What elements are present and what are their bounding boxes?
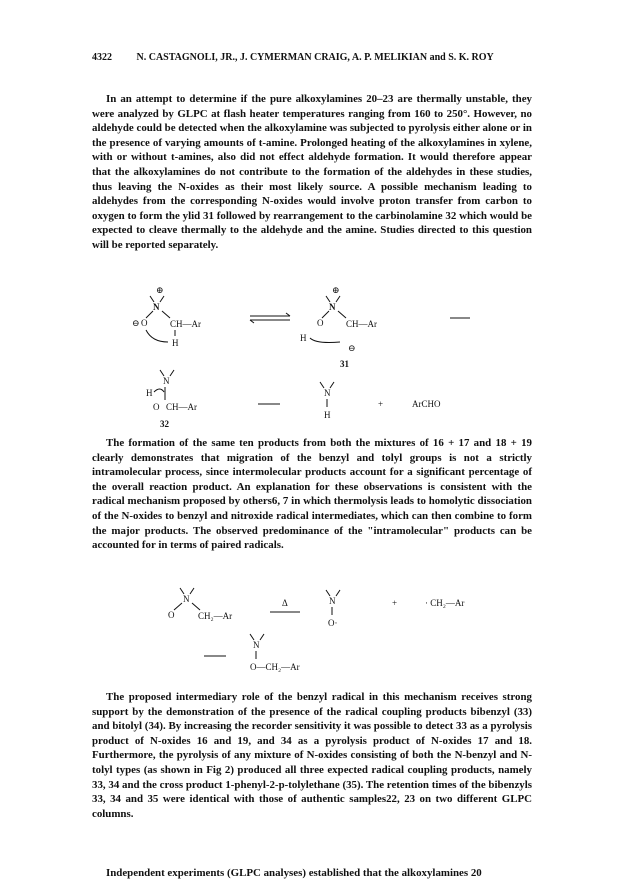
ch2-ar-label: CH₂—Ar — [198, 611, 233, 621]
h-atom-label: H — [172, 338, 179, 348]
o-atom-label: O — [317, 318, 324, 328]
scheme-radical-dissociation — [170, 588, 510, 678]
plus-sign: + — [392, 598, 398, 608]
archo-label: ArCHO — [412, 399, 441, 409]
running-header — [92, 52, 532, 63]
amine-product — [320, 382, 334, 420]
paragraph-1 — [92, 92, 532, 253]
plus-charge-label: ⊕ — [332, 285, 340, 295]
n-atom-label: N — [329, 596, 336, 606]
plus-sign: + — [378, 399, 384, 409]
n-atom-label: N — [329, 302, 336, 312]
h-atom-label: H — [146, 388, 153, 398]
delta-label: Δ — [282, 598, 288, 608]
n-oxide-structure — [168, 588, 232, 621]
compound-32-label: 32 — [160, 419, 169, 429]
minus-charge-label: ⊖ — [132, 318, 140, 328]
curved-arrow — [146, 330, 168, 342]
benzyl-radical-label: · CH₂—Ar — [425, 598, 465, 608]
o-radical-label: O· — [328, 618, 338, 628]
o-atom-label: O — [141, 318, 148, 328]
paragraph-2-text: The formation of the same ten products from both the mixtures of 16 + 17 and 18 + 19 clearly demonstrates that migration of the benzyl and tolyl groups is not a strictly intramolecular process, since intermolecular products account for a significant percentage of the overall reaction product. An explanation for these observations is consistent with the radical mechanism proposed by others6, 7 in which thermolysis leads to homolytic dissociation of the N-oxides to benzyl and nitroxide radical intermediates, which can then combine to form the major products. The observed predominance of the "intramolecular" products can be accounted for in terms of paired radicals. — [92, 437, 532, 552]
alkoxylamine-product — [250, 634, 300, 672]
o-atom-label: O — [153, 402, 160, 412]
h-atom-label: H — [300, 333, 307, 343]
n-atom-label: N — [324, 388, 331, 398]
paragraph-4-text: Independent experiments (GLPC analyses) established that the alkoxylamines 20 — [106, 867, 482, 879]
paragraph-2 — [92, 436, 532, 553]
paragraph-3 — [92, 690, 532, 821]
n-atom-label: N — [153, 302, 160, 312]
paragraph-3-text: The proposed intermediary role of the benzyl radical in this mechanism receives strong support by the demonstration of the presence of the radical coupling products bibenzyl (33) and bitolyl (34). By increasing the recorder sensitivity it was possible to detect 33 as a pyrolysis product of N-oxides 16 and 19, and 34 as a pyrolysis product of N-oxides 17 and 18. Furthermore, the pyrolysis of any mixture of N-oxides consisting of both the N-benzyl and N-tolyl types (as shown in Fig 2) produced all three expected radical coupling products, namely 33, 34 and the cross product 1-phenyl-2-p-tolylethane (35). The retention times of the bibenzyls 33, 34 and 35 were identical with those of authentic samples22, 23 on two different GLPC columns. — [92, 691, 532, 820]
o-atom-label: O — [168, 610, 175, 620]
ch-ar-label: CH—Ar — [166, 402, 197, 412]
o-ch2-ar-label: O—CH₂—Ar — [250, 662, 300, 672]
minus-charge-label: ⊖ — [348, 343, 356, 353]
paragraph-1-text: In an attempt to determine if the pure alkoxylamines 20–23 are thermally unstable, they were analyzed by GLPC at flash heater temperatures ranging from 160 to 250°. However, no aldehyde could be detected when the alkoxylamine was subjected to pyrolysis either alone or in the presence of varying amounts of t-amine. Prolonged heating of the alkoxylamines in xylene, with or without t-amines, also did not effect aldehyde formation. It would therefore appear that the alkoxylamines do not contribute to the formation of the aldehydes in these studies, thus leaving the N-oxides as their most likely source. A possible mechanism leading to aldehydes from the corresponding N-oxides would involve proton transfer from carbon to oxygen to form the ylid 31 followed by rearrangement to the carbinolamine 32 which would be expected to cleave thermally to the aldehyde and the amine. Studies directed to this question will be reported separately. — [92, 93, 532, 251]
n-oxide-structure — [132, 285, 201, 348]
curved-arrow — [310, 338, 340, 343]
paragraph-4 — [92, 866, 532, 881]
n-atom-label: N — [183, 594, 190, 604]
n-atom-label: N — [253, 640, 260, 650]
compound-31-label: 31 — [340, 359, 349, 369]
scheme-ylid-rearrangement — [132, 285, 520, 430]
curved-arrow — [154, 389, 164, 392]
page-number: 4322 — [92, 52, 112, 63]
carbinolamine-32-structure — [146, 370, 197, 429]
nitroxide-radical — [326, 590, 340, 628]
n-atom-label: N — [163, 376, 170, 386]
equilibrium-arrow — [250, 313, 290, 323]
ch-ar-label: CH—Ar — [170, 319, 201, 329]
ylid-31-structure — [300, 285, 377, 369]
author-line: N. CASTAGNOLI, JR., J. CYMERMAN CRAIG, A. P. MELIKIAN and S. K. ROY — [136, 52, 494, 63]
plus-charge-label: ⊕ — [156, 285, 164, 295]
ch-ar-label: CH—Ar — [346, 319, 377, 329]
h-atom-label: H — [324, 410, 331, 420]
